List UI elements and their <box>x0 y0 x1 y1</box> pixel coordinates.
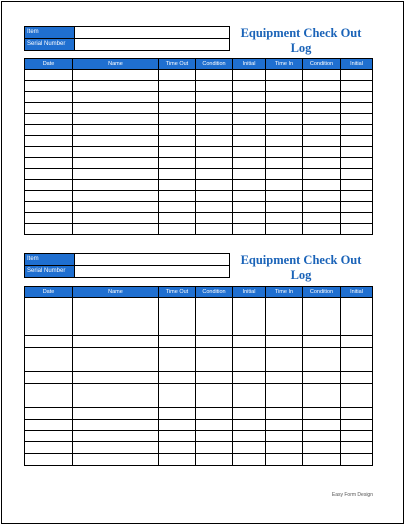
cell-time-out[interactable] <box>159 92 196 103</box>
cell-condition-out[interactable] <box>196 70 233 81</box>
cell-condition-in[interactable] <box>303 408 341 420</box>
form-title: Equipment Check Out Log <box>240 253 362 282</box>
cell-initial-in[interactable] <box>341 191 373 202</box>
cell-initial-out[interactable] <box>233 442 266 454</box>
cell-date[interactable] <box>25 431 73 442</box>
cell-condition-out[interactable] <box>196 169 233 180</box>
cell-date[interactable] <box>25 180 73 191</box>
cell-time-out[interactable] <box>159 147 196 158</box>
cell-initial-in[interactable] <box>341 125 373 136</box>
cell-name[interactable] <box>73 125 159 136</box>
cell-time-out[interactable] <box>159 180 196 191</box>
cell-initial-in[interactable] <box>341 81 373 92</box>
col-time-in: Time In <box>266 59 303 70</box>
cell-condition-in[interactable] <box>303 348 341 372</box>
cell-name[interactable] <box>73 348 159 372</box>
cell-initial-in[interactable] <box>341 70 373 81</box>
cell-initial-out[interactable] <box>233 372 266 384</box>
cell-time-in[interactable] <box>266 114 303 125</box>
cell-time-out[interactable] <box>159 158 196 169</box>
col-initial-out: Initial <box>233 287 266 298</box>
cell-condition-out[interactable] <box>196 92 233 103</box>
form-title: Equipment Check Out Log <box>240 26 362 55</box>
cell-name[interactable] <box>73 372 159 384</box>
cell-condition-out[interactable] <box>196 136 233 147</box>
cell-initial-out[interactable] <box>233 420 266 431</box>
table-row <box>25 213 373 224</box>
cell-condition-out[interactable] <box>196 454 233 466</box>
cell-initial-out[interactable] <box>233 158 266 169</box>
cell-condition-out[interactable] <box>196 180 233 191</box>
cell-initial-in[interactable] <box>341 169 373 180</box>
table-row <box>25 298 373 336</box>
table-row <box>25 348 373 372</box>
cell-condition-out[interactable] <box>196 191 233 202</box>
cell-condition-in[interactable] <box>303 213 341 224</box>
col-time-out: Time Out <box>159 59 196 70</box>
cell-time-in[interactable] <box>266 92 303 103</box>
cell-time-out[interactable] <box>159 298 196 336</box>
cell-date[interactable] <box>25 125 73 136</box>
cell-condition-in[interactable] <box>303 147 341 158</box>
cell-time-in[interactable] <box>266 224 303 235</box>
serial-number-field[interactable] <box>75 39 230 51</box>
cell-time-out[interactable] <box>159 136 196 147</box>
cell-date[interactable] <box>25 384 73 408</box>
cell-name[interactable] <box>73 103 159 114</box>
cell-initial-out[interactable] <box>233 114 266 125</box>
cell-name[interactable] <box>73 420 159 431</box>
cell-date[interactable] <box>25 348 73 372</box>
cell-time-in[interactable] <box>266 420 303 431</box>
cell-time-in[interactable] <box>266 213 303 224</box>
col-initial-in: Initial <box>341 287 373 298</box>
cell-name[interactable] <box>73 454 159 466</box>
cell-name[interactable] <box>73 202 159 213</box>
cell-condition-out[interactable] <box>196 420 233 431</box>
cell-condition-out[interactable] <box>196 431 233 442</box>
cell-time-in[interactable] <box>266 408 303 420</box>
cell-initial-out[interactable] <box>233 202 266 213</box>
cell-initial-out[interactable] <box>233 384 266 408</box>
cell-name[interactable] <box>73 180 159 191</box>
cell-condition-in[interactable] <box>303 125 341 136</box>
cell-name[interactable] <box>73 70 159 81</box>
table-row <box>25 70 373 81</box>
cell-date[interactable] <box>25 81 73 92</box>
cell-time-in[interactable] <box>266 442 303 454</box>
cell-time-out[interactable] <box>159 114 196 125</box>
cell-condition-out[interactable] <box>196 408 233 420</box>
cell-initial-out[interactable] <box>233 224 266 235</box>
cell-time-in[interactable] <box>266 202 303 213</box>
cell-date[interactable] <box>25 298 73 336</box>
cell-name[interactable] <box>73 114 159 125</box>
cell-time-in[interactable] <box>266 81 303 92</box>
cell-condition-out[interactable] <box>196 298 233 336</box>
cell-initial-in[interactable] <box>341 158 373 169</box>
cell-time-in[interactable] <box>266 125 303 136</box>
cell-time-out[interactable] <box>159 169 196 180</box>
cell-initial-out[interactable] <box>233 431 266 442</box>
col-initial-in: Initial <box>341 59 373 70</box>
cell-initial-in[interactable] <box>341 454 373 466</box>
cell-initial-in[interactable] <box>341 372 373 384</box>
cell-initial-out[interactable] <box>233 348 266 372</box>
cell-time-in[interactable] <box>266 136 303 147</box>
cell-time-out[interactable] <box>159 372 196 384</box>
cell-name[interactable] <box>73 81 159 92</box>
cell-condition-out[interactable] <box>196 158 233 169</box>
cell-time-in[interactable] <box>266 298 303 336</box>
cell-time-out[interactable] <box>159 103 196 114</box>
cell-initial-in[interactable] <box>341 114 373 125</box>
cell-initial-in[interactable] <box>341 336 373 348</box>
cell-condition-in[interactable] <box>303 372 341 384</box>
cell-condition-in[interactable] <box>303 298 341 336</box>
col-condition-in: Condition <box>303 59 341 70</box>
cell-name[interactable] <box>73 224 159 235</box>
cell-condition-out[interactable] <box>196 213 233 224</box>
cell-name[interactable] <box>73 147 159 158</box>
cell-name[interactable] <box>73 431 159 442</box>
cell-initial-in[interactable] <box>341 103 373 114</box>
cell-initial-in[interactable] <box>341 348 373 372</box>
cell-time-in[interactable] <box>266 384 303 408</box>
cell-condition-out[interactable] <box>196 103 233 114</box>
cell-time-in[interactable] <box>266 70 303 81</box>
table-row <box>25 442 373 454</box>
cell-date[interactable] <box>25 213 73 224</box>
item-field[interactable] <box>75 254 230 266</box>
cell-condition-out[interactable] <box>196 372 233 384</box>
col-initial-out: Initial <box>233 59 266 70</box>
cell-initial-out[interactable] <box>233 408 266 420</box>
col-time-out: Time Out <box>159 287 196 298</box>
cell-date[interactable] <box>25 191 73 202</box>
table-row <box>25 81 373 92</box>
cell-name[interactable] <box>73 298 159 336</box>
cell-initial-in[interactable] <box>341 202 373 213</box>
cell-initial-in[interactable] <box>341 442 373 454</box>
col-condition-out: Condition <box>196 59 233 70</box>
col-date: Date <box>25 287 73 298</box>
col-name: Name <box>73 59 159 70</box>
table-row <box>25 431 373 442</box>
table-row <box>25 191 373 202</box>
cell-condition-in[interactable] <box>303 224 341 235</box>
table-row <box>25 224 373 235</box>
cell-name[interactable] <box>73 408 159 420</box>
cell-condition-in[interactable] <box>303 454 341 466</box>
cell-date[interactable] <box>25 442 73 454</box>
cell-condition-out[interactable] <box>196 125 233 136</box>
cell-date[interactable] <box>25 136 73 147</box>
cell-name[interactable] <box>73 336 159 348</box>
log-table <box>24 58 373 235</box>
col-condition-in: Condition <box>303 287 341 298</box>
cell-date[interactable] <box>25 169 73 180</box>
cell-time-in[interactable] <box>266 147 303 158</box>
info-table <box>24 26 230 51</box>
cell-time-out[interactable] <box>159 420 196 431</box>
cell-time-out[interactable] <box>159 454 196 466</box>
cell-condition-in[interactable] <box>303 70 341 81</box>
cell-condition-out[interactable] <box>196 114 233 125</box>
info-table <box>24 253 230 278</box>
table-row <box>25 454 373 466</box>
cell-time-in[interactable] <box>266 454 303 466</box>
table-row <box>25 158 373 169</box>
cell-condition-in[interactable] <box>303 384 341 408</box>
cell-time-out[interactable] <box>159 81 196 92</box>
cell-date[interactable] <box>25 103 73 114</box>
cell-time-in[interactable] <box>266 191 303 202</box>
serial-number-label: Serial Number <box>25 39 75 51</box>
cell-date[interactable] <box>25 408 73 420</box>
cell-name[interactable] <box>73 442 159 454</box>
cell-condition-out[interactable] <box>196 336 233 348</box>
cell-date[interactable] <box>25 372 73 384</box>
cell-initial-out[interactable] <box>233 169 266 180</box>
table-row <box>25 147 373 158</box>
cell-initial-out[interactable] <box>233 180 266 191</box>
table-row <box>25 420 373 431</box>
table-row <box>25 169 373 180</box>
cell-condition-in[interactable] <box>303 420 341 431</box>
cell-time-out[interactable] <box>159 442 196 454</box>
cell-condition-out[interactable] <box>196 202 233 213</box>
cell-time-in[interactable] <box>266 336 303 348</box>
cell-time-out[interactable] <box>159 408 196 420</box>
cell-initial-in[interactable] <box>341 298 373 336</box>
cell-time-in[interactable] <box>266 103 303 114</box>
serial-number-label: Serial Number <box>25 266 75 278</box>
cell-date[interactable] <box>25 92 73 103</box>
cell-initial-out[interactable] <box>233 191 266 202</box>
cell-time-in[interactable] <box>266 431 303 442</box>
cell-condition-in[interactable] <box>303 180 341 191</box>
cell-time-in[interactable] <box>266 169 303 180</box>
cell-name[interactable] <box>73 136 159 147</box>
cell-initial-in[interactable] <box>341 213 373 224</box>
cell-name[interactable] <box>73 191 159 202</box>
table-row <box>25 180 373 191</box>
col-name: Name <box>73 287 159 298</box>
cell-condition-in[interactable] <box>303 92 341 103</box>
cell-condition-out[interactable] <box>196 442 233 454</box>
cell-condition-in[interactable] <box>303 81 341 92</box>
cell-condition-in[interactable] <box>303 191 341 202</box>
cell-initial-out[interactable] <box>233 213 266 224</box>
cell-initial-out[interactable] <box>233 454 266 466</box>
cell-name[interactable] <box>73 213 159 224</box>
cell-initial-out[interactable] <box>233 81 266 92</box>
cell-initial-out[interactable] <box>233 298 266 336</box>
cell-condition-in[interactable] <box>303 103 341 114</box>
cell-name[interactable] <box>73 169 159 180</box>
cell-time-out[interactable] <box>159 213 196 224</box>
cell-condition-in[interactable] <box>303 136 341 147</box>
cell-time-out[interactable] <box>159 191 196 202</box>
cell-name[interactable] <box>73 158 159 169</box>
cell-time-in[interactable] <box>266 158 303 169</box>
cell-condition-in[interactable] <box>303 169 341 180</box>
cell-name[interactable] <box>73 384 159 408</box>
cell-initial-in[interactable] <box>341 224 373 235</box>
table-row <box>25 336 373 348</box>
cell-condition-in[interactable] <box>303 431 341 442</box>
table-row <box>25 372 373 384</box>
table-row <box>25 202 373 213</box>
cell-date[interactable] <box>25 70 73 81</box>
cell-time-out[interactable] <box>159 348 196 372</box>
cell-time-out[interactable] <box>159 384 196 408</box>
cell-initial-out[interactable] <box>233 92 266 103</box>
table-row <box>25 384 373 408</box>
log-table <box>24 286 373 466</box>
cell-initial-in[interactable] <box>341 180 373 191</box>
cell-initial-out[interactable] <box>233 336 266 348</box>
cell-initial-out[interactable] <box>233 136 266 147</box>
cell-initial-in[interactable] <box>341 384 373 408</box>
cell-time-in[interactable] <box>266 348 303 372</box>
table-row <box>25 92 373 103</box>
cell-condition-in[interactable] <box>303 202 341 213</box>
cell-date[interactable] <box>25 454 73 466</box>
cell-initial-in[interactable] <box>341 420 373 431</box>
cell-condition-in[interactable] <box>303 114 341 125</box>
cell-date[interactable] <box>25 158 73 169</box>
cell-condition-in[interactable] <box>303 442 341 454</box>
col-condition-out: Condition <box>196 287 233 298</box>
cell-date[interactable] <box>25 224 73 235</box>
cell-time-out[interactable] <box>159 224 196 235</box>
cell-time-out[interactable] <box>159 202 196 213</box>
cell-time-out[interactable] <box>159 125 196 136</box>
cell-condition-out[interactable] <box>196 224 233 235</box>
cell-time-out[interactable] <box>159 431 196 442</box>
cell-time-out[interactable] <box>159 336 196 348</box>
col-date: Date <box>25 59 73 70</box>
cell-name[interactable] <box>73 92 159 103</box>
cell-time-out[interactable] <box>159 70 196 81</box>
cell-condition-out[interactable] <box>196 81 233 92</box>
cell-initial-in[interactable] <box>341 431 373 442</box>
table-row <box>25 125 373 136</box>
table-row <box>25 103 373 114</box>
item-field[interactable] <box>75 27 230 39</box>
cell-initial-out[interactable] <box>233 125 266 136</box>
item-label: Item <box>25 27 75 39</box>
cell-condition-in[interactable] <box>303 158 341 169</box>
footer-credit: Easy Form Design <box>331 492 373 498</box>
table-row <box>25 136 373 147</box>
cell-initial-out[interactable] <box>233 70 266 81</box>
cell-initial-in[interactable] <box>341 92 373 103</box>
cell-date[interactable] <box>25 202 73 213</box>
cell-date[interactable] <box>25 114 73 125</box>
serial-number-field[interactable] <box>75 266 230 278</box>
cell-time-in[interactable] <box>266 372 303 384</box>
cell-initial-in[interactable] <box>341 408 373 420</box>
cell-condition-out[interactable] <box>196 348 233 372</box>
cell-date[interactable] <box>25 147 73 158</box>
cell-initial-in[interactable] <box>341 136 373 147</box>
cell-time-in[interactable] <box>266 180 303 191</box>
cell-condition-in[interactable] <box>303 336 341 348</box>
cell-date[interactable] <box>25 336 73 348</box>
cell-initial-out[interactable] <box>233 147 266 158</box>
cell-condition-out[interactable] <box>196 384 233 408</box>
cell-initial-out[interactable] <box>233 103 266 114</box>
cell-condition-out[interactable] <box>196 147 233 158</box>
item-label: Item <box>25 254 75 266</box>
table-row <box>25 408 373 420</box>
cell-date[interactable] <box>25 420 73 431</box>
table-row <box>25 114 373 125</box>
cell-initial-in[interactable] <box>341 147 373 158</box>
col-time-in: Time In <box>266 287 303 298</box>
